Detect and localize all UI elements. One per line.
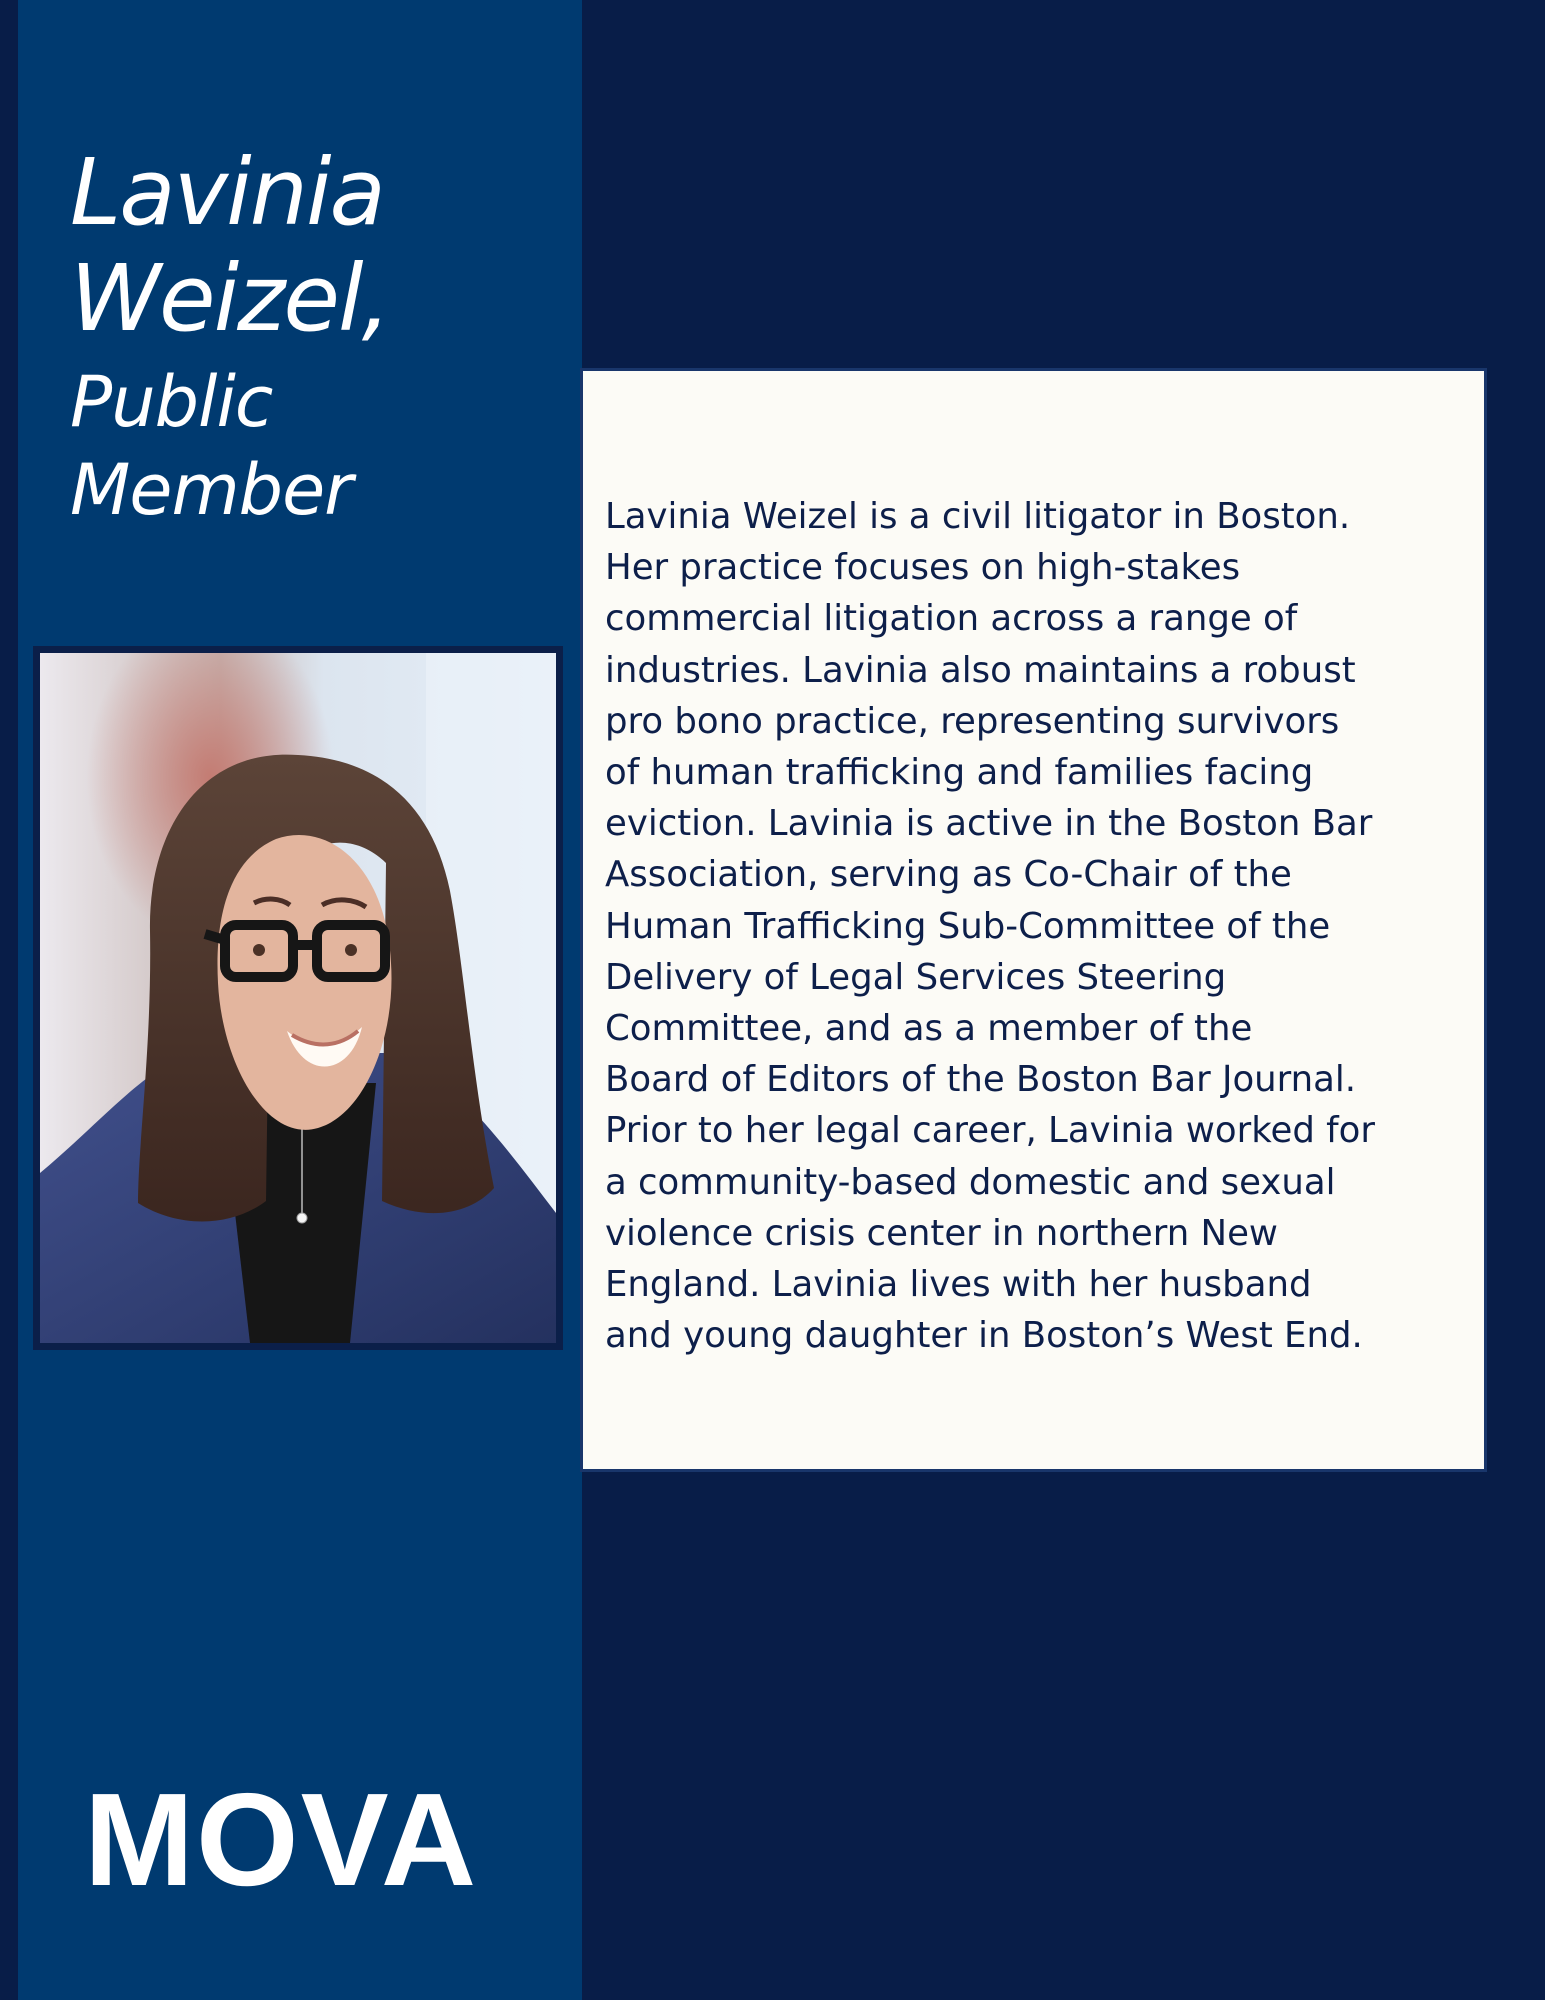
bio-text: Lavinia Weizel is a civil litigator in Boston. Her practice focuses on high-stakes commercial litigation across a range of industries. Lavinia also maintains a robust pro bono practice, representing survivors of human trafficking and families facing eviction. Lavinia is active in the Boston Bar Association, serving as Co-Chair of the Human Trafficking Sub-Committee of the Delivery of Legal Services Steering Committee, and as a member of the Board of Editors of the Boston Bar Journal. Prior to her legal career, Lavinia worked for a community-based domestic and sexual violence crisis center in northern New England. Lavinia lives with her husband and young daughter in Boston’s West End.	[605, 496, 1375, 1357]
left-panel	[18, 0, 582, 2000]
role-line-2: Member	[70, 449, 352, 531]
role-line-1: Public	[70, 361, 273, 443]
last-name: Weizel,	[70, 245, 389, 352]
mova-logo: MOVA	[84, 1766, 479, 1913]
bio-card	[580, 368, 1487, 1472]
first-name: Lavinia	[70, 139, 384, 246]
name-heading	[70, 140, 570, 534]
portrait-image	[40, 653, 556, 1343]
profile-photo	[33, 646, 563, 1350]
